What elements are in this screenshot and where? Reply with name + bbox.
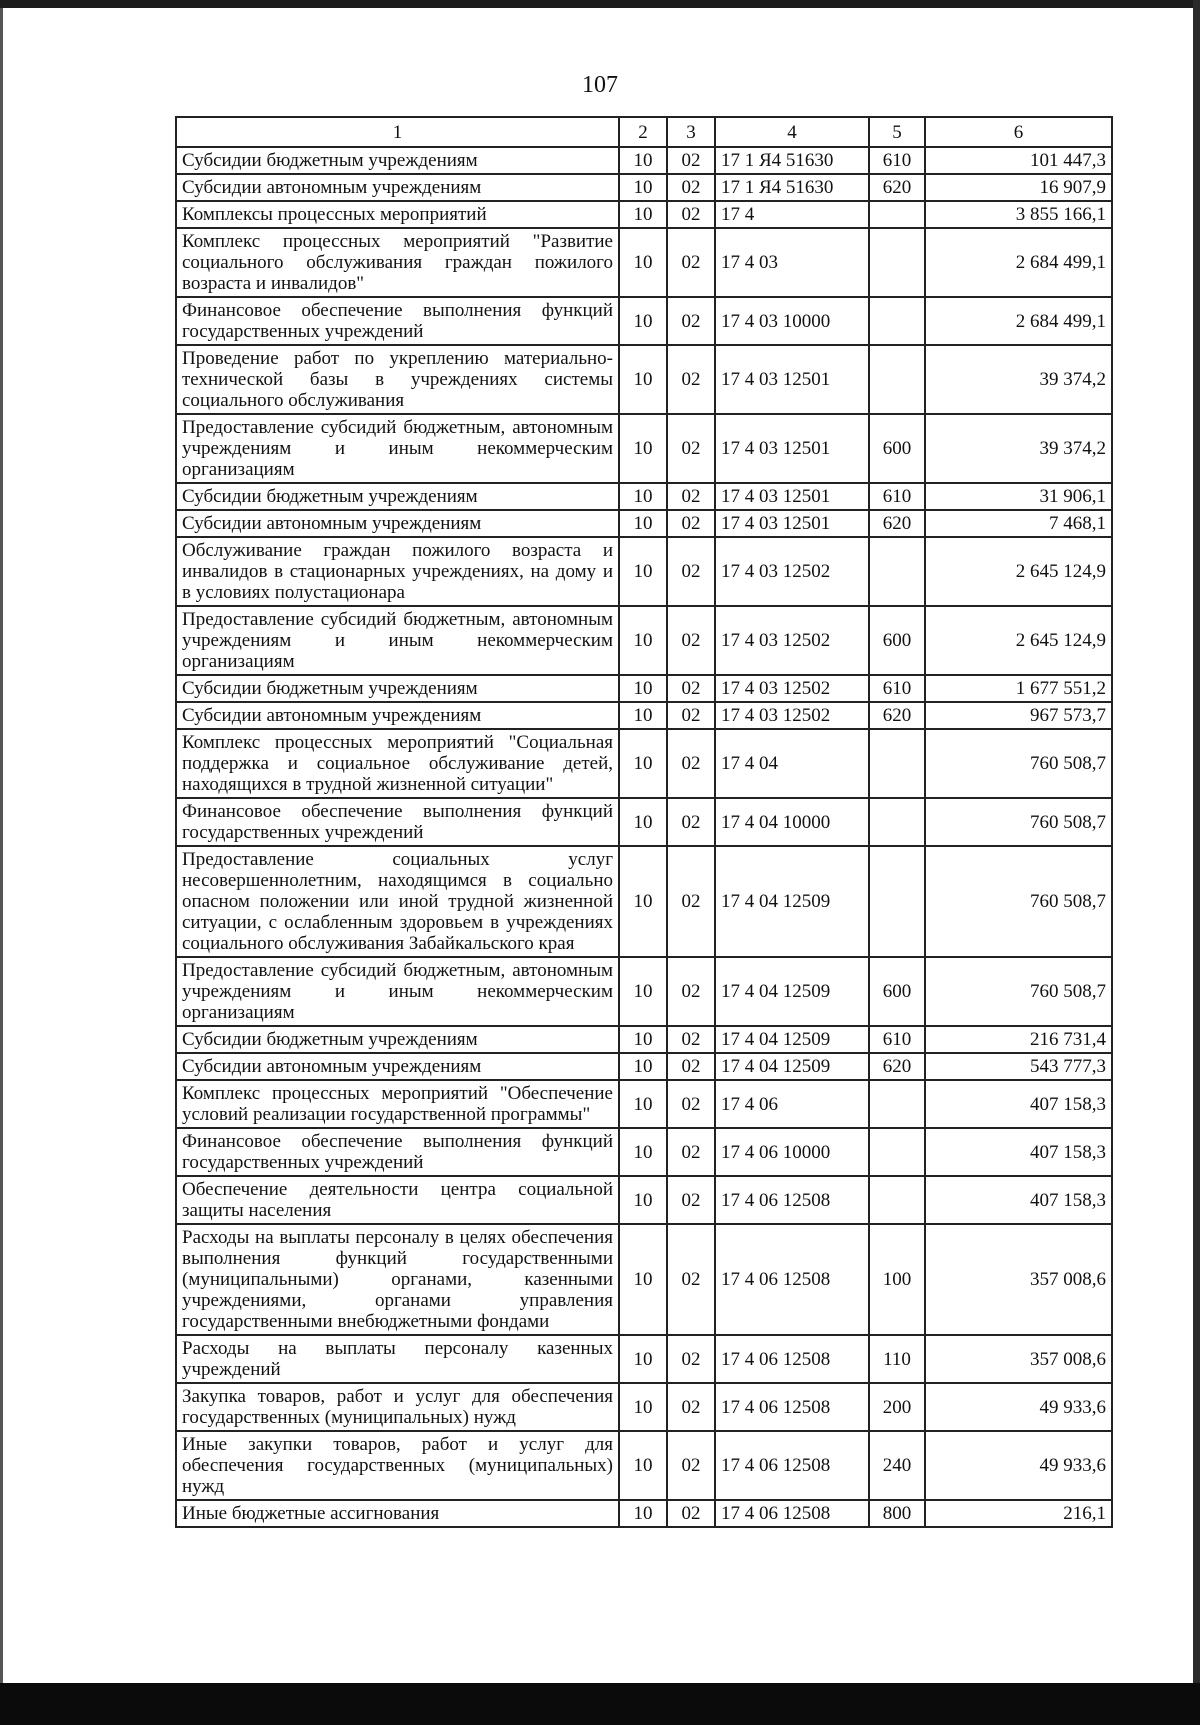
- row-subsection: 02: [667, 702, 715, 729]
- row-code: 17 4 06 12508: [715, 1383, 869, 1431]
- table-row: [176, 414, 1112, 483]
- row-amount: 760 508,7: [925, 798, 1112, 846]
- row-expense-group: 610: [869, 675, 925, 702]
- row-subsection: 02: [667, 201, 715, 228]
- row-name: Субсидии бюджетным учреждениям: [176, 1026, 619, 1053]
- row-amount: 407 158,3: [925, 1080, 1112, 1128]
- row-amount: 2 684 499,1: [925, 297, 1112, 345]
- row-section: 10: [619, 147, 667, 174]
- row-code: 17 4 06 12508: [715, 1500, 869, 1527]
- row-amount: 216,1: [925, 1500, 1112, 1527]
- row-expense-group: [869, 228, 925, 297]
- row-subsection: 02: [667, 606, 715, 675]
- row-expense-group: [869, 1080, 925, 1128]
- table-row: [176, 1383, 1112, 1431]
- row-code: 17 4 03 12502: [715, 606, 869, 675]
- row-amount: 16 907,9: [925, 174, 1112, 201]
- row-expense-group: [869, 1128, 925, 1176]
- row-amount: 39 374,2: [925, 345, 1112, 414]
- table-row: [176, 675, 1112, 702]
- row-name: Комплекс процессных мероприятий "Обеспечение условий реализации государственной программы": [176, 1080, 619, 1128]
- table-row: [176, 228, 1112, 297]
- table-row: [176, 729, 1112, 798]
- row-section: 10: [619, 1383, 667, 1431]
- row-name: Предоставление социальных услуг несовершеннолетним, находящимся в социально опасном положении или иной трудной жизненной ситуации, с ослабленным здоровьем в учреждениях социального обслуживания Забайкальского края: [176, 846, 619, 957]
- table-row: [176, 798, 1112, 846]
- row-code: 17 1 Я4 51630: [715, 174, 869, 201]
- row-code: 17 4 04 10000: [715, 798, 869, 846]
- row-section: 10: [619, 510, 667, 537]
- row-name: Обслуживание граждан пожилого возраста и инвалидов в стационарных учреждениях, на дому и в условиях полустационара: [176, 537, 619, 606]
- row-expense-group: [869, 798, 925, 846]
- row-subsection: 02: [667, 1026, 715, 1053]
- row-code: 17 4 06 12508: [715, 1335, 869, 1383]
- row-amount: 357 008,6: [925, 1335, 1112, 1383]
- row-section: 10: [619, 846, 667, 957]
- row-subsection: 02: [667, 1176, 715, 1224]
- row-expense-group: [869, 537, 925, 606]
- row-expense-group: 610: [869, 1026, 925, 1053]
- table-row: [176, 1053, 1112, 1080]
- column-header: 2: [619, 117, 667, 147]
- row-name: Расходы на выплаты персоналу в целях обеспечения выполнения функций государственными (муниципальными) органами, казенными учреждениями, органами управления государственными внебюджетными фондами: [176, 1224, 619, 1335]
- row-expense-group: 610: [869, 147, 925, 174]
- row-amount: 543 777,3: [925, 1053, 1112, 1080]
- row-amount: 760 508,7: [925, 846, 1112, 957]
- table-row: [176, 1026, 1112, 1053]
- table-row: [176, 1176, 1112, 1224]
- row-expense-group: 200: [869, 1383, 925, 1431]
- row-subsection: 02: [667, 729, 715, 798]
- row-section: 10: [619, 1431, 667, 1500]
- table-row: [176, 846, 1112, 957]
- table-row: [176, 606, 1112, 675]
- row-section: 10: [619, 537, 667, 606]
- row-subsection: 02: [667, 1128, 715, 1176]
- budget-table: [175, 116, 1113, 1528]
- row-expense-group: [869, 201, 925, 228]
- row-name: Субсидии автономным учреждениям: [176, 702, 619, 729]
- row-section: 10: [619, 174, 667, 201]
- row-name: Финансовое обеспечение выполнения функций государственных учреждений: [176, 1128, 619, 1176]
- row-subsection: 02: [667, 228, 715, 297]
- row-name: Субсидии автономным учреждениям: [176, 510, 619, 537]
- row-subsection: 02: [667, 798, 715, 846]
- table-row: [176, 702, 1112, 729]
- column-header: 5: [869, 117, 925, 147]
- row-name: Субсидии автономным учреждениям: [176, 174, 619, 201]
- row-subsection: 02: [667, 483, 715, 510]
- scan-edge-top: [0, 0, 1200, 8]
- row-section: 10: [619, 729, 667, 798]
- row-name: Предоставление субсидий бюджетным, автономным учреждениям и иным некоммерческим организациям: [176, 414, 619, 483]
- table-row: [176, 510, 1112, 537]
- table-row: [176, 1080, 1112, 1128]
- row-subsection: 02: [667, 1500, 715, 1527]
- row-section: 10: [619, 345, 667, 414]
- row-code: 17 4 06 12508: [715, 1431, 869, 1500]
- row-section: 10: [619, 201, 667, 228]
- row-amount: 407 158,3: [925, 1176, 1112, 1224]
- row-section: 10: [619, 798, 667, 846]
- row-section: 10: [619, 1053, 667, 1080]
- row-code: 17 4 04: [715, 729, 869, 798]
- row-amount: 967 573,7: [925, 702, 1112, 729]
- table-row: [176, 174, 1112, 201]
- row-section: 10: [619, 606, 667, 675]
- row-subsection: 02: [667, 510, 715, 537]
- row-expense-group: 240: [869, 1431, 925, 1500]
- row-expense-group: 600: [869, 414, 925, 483]
- row-section: 10: [619, 1026, 667, 1053]
- column-header: 6: [925, 117, 1112, 147]
- row-name: Комплекс процессных мероприятий "Социальная поддержка и социальное обслуживание детей, находящихся в трудной жизненной ситуации": [176, 729, 619, 798]
- row-expense-group: 600: [869, 606, 925, 675]
- row-name: Финансовое обеспечение выполнения функций государственных учреждений: [176, 297, 619, 345]
- row-amount: 3 855 166,1: [925, 201, 1112, 228]
- row-code: 17 4 04 12509: [715, 1053, 869, 1080]
- row-code: 17 4 06 12508: [715, 1176, 869, 1224]
- row-code: 17 4 03 12502: [715, 537, 869, 606]
- row-expense-group: [869, 1176, 925, 1224]
- row-section: 10: [619, 1335, 667, 1383]
- row-code: 17 4 03 12502: [715, 675, 869, 702]
- row-subsection: 02: [667, 1431, 715, 1500]
- row-amount: 7 468,1: [925, 510, 1112, 537]
- row-expense-group: 600: [869, 957, 925, 1026]
- scan-edge-left: [0, 8, 3, 1725]
- row-name: Предоставление субсидий бюджетным, автономным учреждениям и иным некоммерческим организациям: [176, 606, 619, 675]
- row-amount: 49 933,6: [925, 1383, 1112, 1431]
- row-amount: 216 731,4: [925, 1026, 1112, 1053]
- row-code: 17 4 03 12501: [715, 414, 869, 483]
- row-section: 10: [619, 1224, 667, 1335]
- scan-edge-right: [1193, 0, 1200, 1725]
- row-code: 17 4 06 10000: [715, 1128, 869, 1176]
- row-code: 17 4 03 12501: [715, 510, 869, 537]
- row-expense-group: 610: [869, 483, 925, 510]
- row-name: Расходы на выплаты персоналу казенных учреждений: [176, 1335, 619, 1383]
- row-name: Субсидии бюджетным учреждениям: [176, 675, 619, 702]
- row-section: 10: [619, 702, 667, 729]
- row-name: Иные закупки товаров, работ и услуг для обеспечения государственных (муниципальных) нужд: [176, 1431, 619, 1500]
- row-amount: 49 933,6: [925, 1431, 1112, 1500]
- page-number: 107: [582, 72, 618, 98]
- column-header: 4: [715, 117, 869, 147]
- row-expense-group: [869, 297, 925, 345]
- row-subsection: 02: [667, 1335, 715, 1383]
- row-expense-group: 620: [869, 1053, 925, 1080]
- row-name: Субсидии автономным учреждениям: [176, 1053, 619, 1080]
- row-subsection: 02: [667, 1053, 715, 1080]
- table-row: [176, 201, 1112, 228]
- row-subsection: 02: [667, 1080, 715, 1128]
- row-section: 10: [619, 1176, 667, 1224]
- row-code: 17 4 03 12501: [715, 345, 869, 414]
- row-subsection: 02: [667, 1383, 715, 1431]
- row-name: Закупка товаров, работ и услуг для обеспечения государственных (муниципальных) нужд: [176, 1383, 619, 1431]
- row-section: 10: [619, 414, 667, 483]
- row-expense-group: 620: [869, 702, 925, 729]
- row-amount: 2 684 499,1: [925, 228, 1112, 297]
- row-amount: 760 508,7: [925, 957, 1112, 1026]
- row-code: 17 4 06 12508: [715, 1224, 869, 1335]
- row-subsection: 02: [667, 147, 715, 174]
- row-name: Иные бюджетные ассигнования: [176, 1500, 619, 1527]
- row-section: 10: [619, 1080, 667, 1128]
- row-section: 10: [619, 957, 667, 1026]
- row-name: Субсидии бюджетным учреждениям: [176, 483, 619, 510]
- row-subsection: 02: [667, 675, 715, 702]
- row-amount: 2 645 124,9: [925, 606, 1112, 675]
- row-name: Субсидии бюджетным учреждениям: [176, 147, 619, 174]
- row-name: Комплекс процессных мероприятий "Развитие социального обслуживания граждан пожилого возраста и инвалидов": [176, 228, 619, 297]
- row-code: 17 4 03 12502: [715, 702, 869, 729]
- row-subsection: 02: [667, 1224, 715, 1335]
- row-section: 10: [619, 1128, 667, 1176]
- row-expense-group: 110: [869, 1335, 925, 1383]
- table-row: [176, 1224, 1112, 1335]
- scan-edge-bottom: [0, 1683, 1200, 1725]
- row-code: 17 4 03 10000: [715, 297, 869, 345]
- row-code: 17 4 03 12501: [715, 483, 869, 510]
- row-expense-group: 800: [869, 1500, 925, 1527]
- row-name: Комплексы процессных мероприятий: [176, 201, 619, 228]
- row-amount: 407 158,3: [925, 1128, 1112, 1176]
- table-row: [176, 147, 1112, 174]
- row-section: 10: [619, 297, 667, 345]
- table-row: [176, 483, 1112, 510]
- table-row: [176, 537, 1112, 606]
- column-header: 1: [176, 117, 619, 147]
- column-header: 3: [667, 117, 715, 147]
- row-section: 10: [619, 228, 667, 297]
- table-row: [176, 1335, 1112, 1383]
- table-row: [176, 1431, 1112, 1500]
- table-row: [176, 345, 1112, 414]
- row-expense-group: [869, 729, 925, 798]
- row-amount: 760 508,7: [925, 729, 1112, 798]
- row-amount: 101 447,3: [925, 147, 1112, 174]
- row-expense-group: 100: [869, 1224, 925, 1335]
- row-code: 17 4 04 12509: [715, 1026, 869, 1053]
- row-amount: 1 677 551,2: [925, 675, 1112, 702]
- table-row: [176, 957, 1112, 1026]
- row-amount: 357 008,6: [925, 1224, 1112, 1335]
- row-subsection: 02: [667, 414, 715, 483]
- row-code: 17 4 04 12509: [715, 846, 869, 957]
- row-expense-group: [869, 846, 925, 957]
- row-subsection: 02: [667, 537, 715, 606]
- table-header-row: [176, 117, 1112, 147]
- row-code: 17 1 Я4 51630: [715, 147, 869, 174]
- row-section: 10: [619, 675, 667, 702]
- table-row: [176, 297, 1112, 345]
- row-subsection: 02: [667, 957, 715, 1026]
- row-subsection: 02: [667, 846, 715, 957]
- row-expense-group: 620: [869, 174, 925, 201]
- row-code: 17 4: [715, 201, 869, 228]
- row-section: 10: [619, 483, 667, 510]
- row-name: Обеспечение деятельности центра социальной защиты населения: [176, 1176, 619, 1224]
- row-code: 17 4 04 12509: [715, 957, 869, 1026]
- row-code: 17 4 06: [715, 1080, 869, 1128]
- row-subsection: 02: [667, 174, 715, 201]
- row-amount: 31 906,1: [925, 483, 1112, 510]
- row-name: Предоставление субсидий бюджетным, автономным учреждениям и иным некоммерческим организациям: [176, 957, 619, 1026]
- table-row: [176, 1500, 1112, 1527]
- row-expense-group: 620: [869, 510, 925, 537]
- row-section: 10: [619, 1500, 667, 1527]
- row-subsection: 02: [667, 297, 715, 345]
- row-name: Финансовое обеспечение выполнения функций государственных учреждений: [176, 798, 619, 846]
- row-subsection: 02: [667, 345, 715, 414]
- row-expense-group: [869, 345, 925, 414]
- row-amount: 39 374,2: [925, 414, 1112, 483]
- row-code: 17 4 03: [715, 228, 869, 297]
- row-amount: 2 645 124,9: [925, 537, 1112, 606]
- row-name: Проведение работ по укреплению материально-технической базы в учреждениях системы социального обслуживания: [176, 345, 619, 414]
- table-row: [176, 1128, 1112, 1176]
